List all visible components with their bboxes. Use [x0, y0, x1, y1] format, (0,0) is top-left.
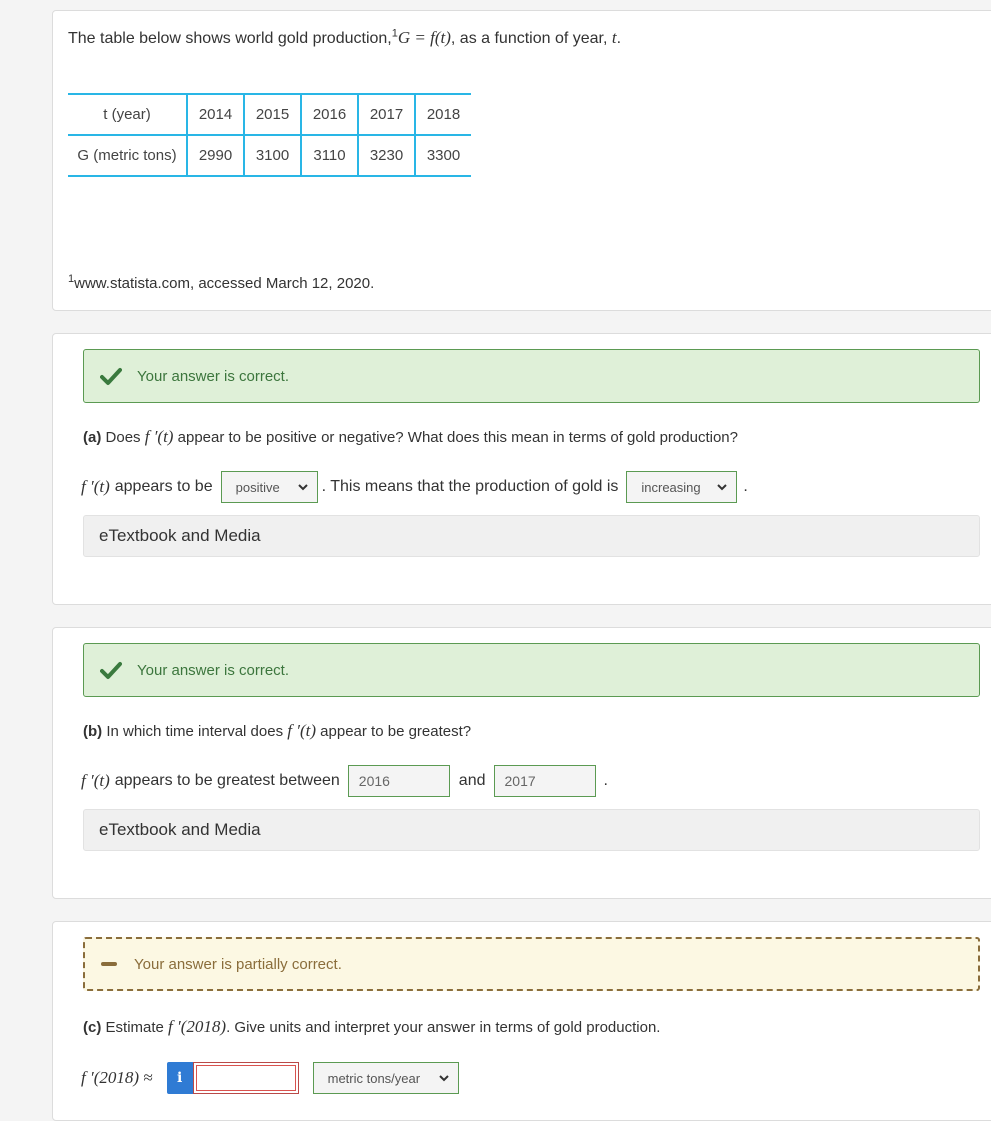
table-row	[68, 94, 471, 135]
footnote-text: www.statista.com, accessed March 12, 2020.	[74, 275, 375, 292]
tons-cell: 3100	[244, 135, 301, 176]
answer-period: .	[743, 478, 748, 495]
question-math: f ′(2018)	[168, 1017, 227, 1036]
part-a-panel	[52, 333, 991, 605]
etextbook-media-toggle[interactable]: eTextbook and Media	[83, 515, 980, 557]
problem-intro-panel	[52, 10, 991, 311]
answer-and: and	[458, 772, 486, 789]
question-math: f ′(t)	[287, 721, 316, 740]
part-label: (b)	[83, 723, 103, 740]
question-post: appear to be greatest?	[320, 723, 472, 740]
status-text: Your answer is partially correct.	[134, 955, 342, 973]
part-b-panel	[52, 627, 991, 899]
status-text: Your answer is correct.	[137, 367, 290, 385]
intro-variable: t	[611, 28, 617, 47]
year-cell: 2018	[415, 94, 471, 135]
footnote-mark: 1	[391, 27, 398, 40]
question-pre: Estimate	[105, 1019, 164, 1036]
tons-cell: 3110	[301, 135, 358, 176]
question-post: appear to be positive or negative? What does this mean in terms of gold production?	[177, 429, 738, 446]
correct-banner	[83, 643, 980, 697]
info-icon[interactable]: i	[167, 1062, 193, 1094]
sign-select[interactable]	[221, 471, 318, 503]
correct-banner	[83, 349, 980, 403]
table-row	[68, 135, 471, 176]
partial-banner	[83, 937, 980, 991]
sign-select-value: positive	[235, 479, 280, 495]
answer-text: appears to be greatest between	[114, 772, 340, 789]
units-select[interactable]	[313, 1062, 459, 1094]
start-year-input[interactable]: 2016	[348, 765, 450, 797]
part-c-panel	[52, 921, 991, 1121]
footnote	[68, 275, 374, 292]
status-text: Your answer is correct.	[137, 661, 290, 679]
intro-text-after: , as a function of year,	[450, 30, 612, 47]
year-cell: 2014	[187, 94, 244, 135]
answer-line-a	[81, 471, 748, 503]
part-label: (a)	[83, 429, 102, 446]
question-c	[83, 1017, 660, 1037]
answer-line-c	[81, 1062, 459, 1094]
gold-production-table	[68, 93, 471, 177]
answer-math: f ′(t)	[81, 771, 110, 790]
chevron-down-icon	[297, 481, 309, 493]
question-a	[83, 427, 738, 447]
check-icon	[100, 365, 122, 387]
question-math: f ′(t)	[144, 427, 174, 446]
question-pre: In which time interval does	[106, 723, 284, 740]
units-select-value: metric tons/year	[327, 1070, 421, 1086]
end-year-input[interactable]: 2017	[494, 765, 596, 797]
question-pre: Does	[105, 429, 141, 446]
answer-text: . This means that the production of gold is	[321, 478, 619, 495]
tons-cell: 2990	[187, 135, 244, 176]
intro-text-before: The table below shows world gold production,	[68, 30, 392, 47]
minus-icon	[101, 962, 117, 966]
year-cell: 2017	[358, 94, 415, 135]
answer-period: .	[603, 772, 608, 789]
answer-line-b	[81, 765, 608, 797]
answer-math: f ′(2018) ≈	[81, 1068, 153, 1087]
row-label-year: t (year)	[68, 94, 187, 135]
check-icon	[100, 659, 122, 681]
trend-select[interactable]	[626, 471, 737, 503]
question-post: . Give units and interpret your answer in terms of gold production.	[226, 1019, 661, 1036]
tons-cell: 3230	[358, 135, 415, 176]
footnote-number: 1	[68, 273, 75, 285]
year-cell: 2015	[244, 94, 301, 135]
function-expression: G = f(t)	[397, 28, 451, 47]
intro-period: .	[616, 30, 622, 47]
chevron-down-icon	[716, 481, 728, 493]
chevron-down-icon	[438, 1072, 450, 1084]
intro-sentence	[68, 28, 621, 48]
etextbook-media-toggle[interactable]: eTextbook and Media	[83, 809, 980, 851]
answer-math: f ′(t)	[81, 477, 110, 496]
estimate-input[interactable]	[193, 1062, 299, 1094]
row-label-tons: G (metric tons)	[68, 135, 187, 176]
question-b	[83, 721, 471, 741]
trend-select-value: increasing	[641, 479, 701, 495]
tons-cell: 3300	[415, 135, 471, 176]
year-cell: 2016	[301, 94, 358, 135]
part-label: (c)	[83, 1019, 102, 1036]
answer-text: appears to be	[114, 478, 213, 495]
